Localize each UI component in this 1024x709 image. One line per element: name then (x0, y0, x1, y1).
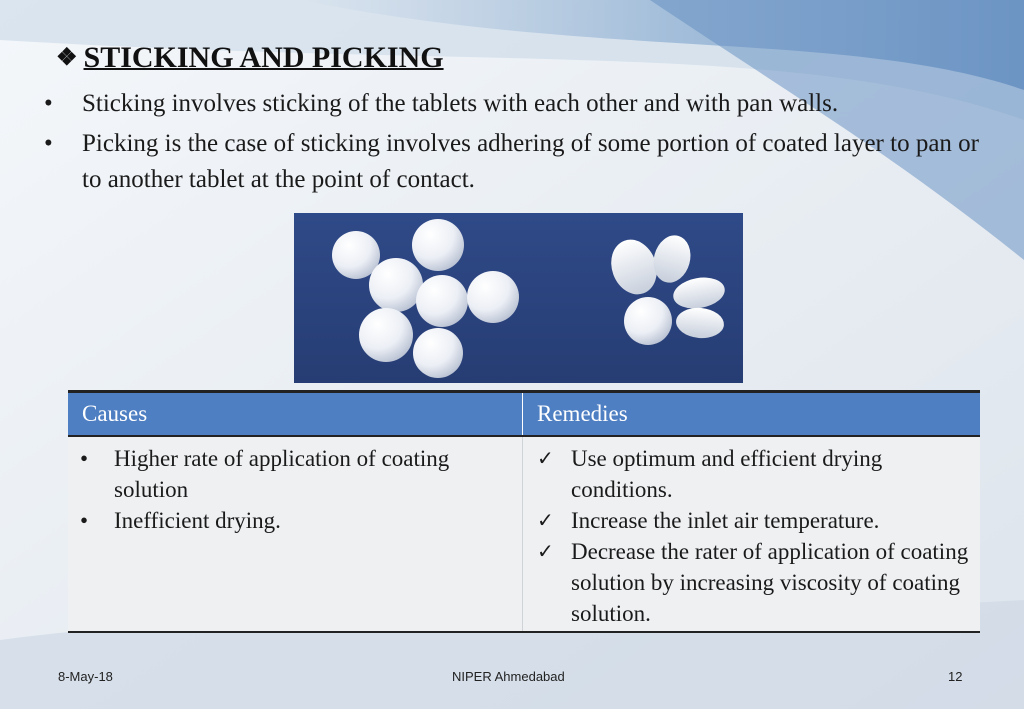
checkmark-icon: ✓ (537, 446, 554, 470)
bullet-text: Sticking involves sticking of the tablets with each other and with pan walls. (82, 90, 839, 117)
table-header-row (68, 390, 980, 435)
remedy-item (523, 536, 980, 629)
remedy-text: Use optimum and efficient drying conditions. (571, 446, 883, 502)
bullet-text: Picking is the case of sticking involves adhering of some portion of coated layer to pan or to another tablet at the point of contact. (82, 130, 979, 193)
table-row (68, 435, 980, 633)
remedy-text: Increase the inlet air temperature. (571, 508, 880, 533)
bullet-dot-icon: • (44, 130, 53, 157)
intro-bullet-item (40, 126, 980, 198)
tablets-photo (294, 213, 743, 383)
intro-bullet-list (40, 86, 980, 202)
checkmark-icon: ✓ (537, 539, 554, 563)
cause-text: Inefficient drying. (114, 508, 281, 533)
header-remedies: Remedies (522, 393, 980, 435)
remedy-item (523, 505, 980, 536)
remedy-item (523, 443, 980, 505)
header-causes: Causes (82, 401, 148, 426)
cause-text: Higher rate of application of coating solution (114, 446, 450, 502)
slide-title-text: STICKING AND PICKING (83, 41, 444, 74)
bullet-dot-icon: • (80, 508, 89, 533)
slide-footer (0, 669, 1024, 689)
causes-cell (68, 437, 522, 631)
diamond-bullet-icon: ❖ (56, 45, 78, 71)
causes-remedies-table (68, 390, 980, 633)
slide-title (56, 40, 444, 76)
cause-item (68, 505, 522, 536)
cause-item (68, 443, 522, 505)
remedy-text: Decrease the rater of application of coating solution by increasing viscosity of coating solution. (571, 539, 969, 626)
intro-bullet-item (40, 86, 980, 122)
remedies-cell (522, 437, 980, 631)
footer-date: 8-May-18 (58, 669, 113, 684)
checkmark-icon: ✓ (537, 508, 554, 532)
footer-organization: NIPER Ahmedabad (452, 669, 565, 684)
bullet-dot-icon: • (80, 446, 89, 471)
bullet-dot-icon: • (44, 90, 53, 117)
page-number: 12 (948, 669, 963, 684)
